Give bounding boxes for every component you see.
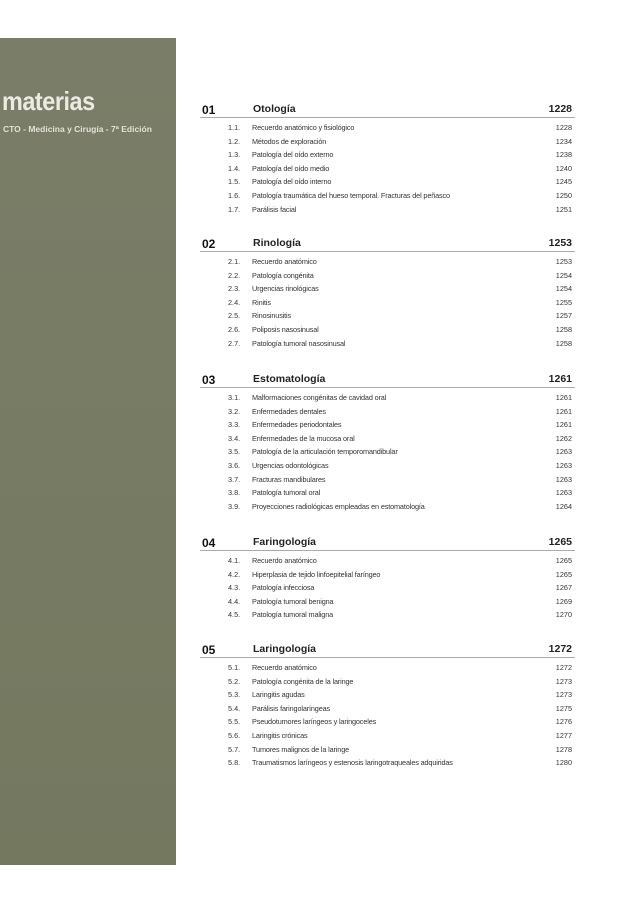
section-title: Patología tumoral benigna (252, 596, 334, 606)
section-title: Enfermedades dentales (252, 406, 326, 416)
section-number: 2.7. (228, 338, 241, 348)
section-number: 1.1. (228, 123, 241, 132)
section-title: Hiperplasia de tejido linfoepitelial faríngeo (252, 569, 381, 579)
section-number: 3.4. (228, 433, 241, 443)
section-row (200, 175, 575, 189)
section-title: Enfermedades de la mucosa oral (252, 433, 355, 443)
section-number: 3.2. (228, 406, 241, 416)
chapter-header (200, 536, 575, 550)
section-title: Traumatismos laríngeos y estenosis laringotraqueales adquiridas (252, 758, 453, 768)
section-row (200, 661, 575, 675)
chapter-page-number: 1253 (548, 237, 572, 249)
section-title: Recuerdo anatómico y fisiológico (252, 123, 355, 132)
section-title: Fracturas mandibulares (252, 474, 326, 484)
section-number: 5.5. (228, 717, 241, 727)
section-page-number: 1258 (555, 338, 572, 348)
section-row (200, 337, 575, 351)
section-title: Rinitis (252, 297, 271, 307)
section-list (200, 255, 575, 350)
section-page-number: 1280 (555, 758, 572, 768)
section-row (200, 135, 575, 149)
section-row (200, 148, 575, 162)
section-row (200, 729, 575, 743)
section-row (200, 445, 575, 459)
section-row (200, 675, 575, 689)
section-number: 4.4. (228, 596, 241, 606)
chapter-number: 02 (202, 237, 216, 251)
section-page-number: 1276 (555, 717, 572, 727)
section-page-number: 1265 (555, 556, 572, 565)
section-number: 3.7. (228, 474, 241, 484)
section-row (200, 756, 575, 770)
section-title: Patología del oído externo (252, 150, 334, 160)
section-title: Laringitis agudas (252, 690, 305, 700)
section-number: 2.3. (228, 284, 241, 294)
chapter-divider (200, 387, 575, 388)
chapter-number: 05 (202, 643, 216, 657)
section-page-number: 1273 (555, 676, 572, 686)
section-title: Parálisis facial (252, 204, 297, 214)
section-title: Patología infecciosa (252, 583, 315, 593)
section-title: Poliposis nasosinusal (252, 324, 319, 334)
section-row (200, 486, 575, 500)
section-row (200, 296, 575, 310)
section-row (200, 743, 575, 757)
section-list (200, 554, 575, 622)
section-page-number: 1240 (555, 163, 572, 173)
section-title: Rinosinusitis (252, 311, 292, 321)
section-title: Urgencias odontológicas (252, 460, 329, 470)
chapter-title: Rinología (253, 237, 301, 249)
section-title: Patología tumoral oral (252, 488, 321, 498)
section-number: 4.1. (228, 556, 241, 565)
section-title: Patología congénita de la laringe (252, 676, 354, 686)
section-row (200, 459, 575, 473)
section-title: Recuerdo anatómico (252, 257, 317, 266)
section-number: 5.7. (228, 744, 241, 754)
chapter-block (200, 103, 575, 216)
section-number: 1.2. (228, 136, 241, 146)
section-row (200, 595, 575, 609)
chapter-divider (200, 657, 575, 658)
section-page-number: 1258 (555, 324, 572, 334)
section-list (200, 121, 575, 216)
section-page-number: 1264 (555, 501, 572, 511)
section-row (200, 405, 575, 419)
chapter-block (200, 237, 575, 350)
section-number: 1.3. (228, 150, 241, 160)
section-row (200, 702, 575, 716)
section-number: 3.1. (228, 393, 241, 402)
section-title: Patología del oído medio (252, 163, 330, 173)
chapter-page-number: 1228 (548, 103, 572, 115)
chapter-header (200, 643, 575, 657)
section-row (200, 715, 575, 729)
section-row (200, 255, 575, 269)
section-title: Tumores malignos de la laringe (252, 744, 350, 754)
chapter-block (200, 536, 575, 622)
section-title: Recuerdo anatómico (252, 663, 317, 672)
section-page-number: 1263 (555, 488, 572, 498)
section-page-number: 1250 (555, 190, 572, 200)
section-row (200, 282, 575, 296)
section-number: 2.4. (228, 297, 241, 307)
section-page-number: 1254 (555, 270, 572, 280)
section-row (200, 581, 575, 595)
section-page-number: 1261 (555, 393, 572, 402)
section-title: Urgencias rinológicas (252, 284, 319, 294)
section-number: 3.6. (228, 460, 241, 470)
section-list (200, 661, 575, 770)
sidebar-subtitle: CTO - Medicina y Cirugía - 7ª Edición (3, 124, 152, 134)
section-row (200, 323, 575, 337)
section-title: Patología traumática del hueso temporal. Fracturas del peñasco (252, 190, 450, 200)
section-row (200, 203, 575, 217)
section-number: 4.3. (228, 583, 241, 593)
section-title: Enfermedades periodontales (252, 420, 342, 430)
section-row (200, 608, 575, 622)
section-number: 3.8. (228, 488, 241, 498)
sidebar-title: materias (2, 86, 95, 116)
section-number: 5.1. (228, 663, 241, 672)
section-row (200, 121, 575, 135)
section-number: 1.5. (228, 177, 241, 187)
section-title: Patología tumoral nasosinusal (252, 338, 346, 348)
section-page-number: 1257 (555, 311, 572, 321)
section-page-number: 1269 (555, 596, 572, 606)
section-row (200, 162, 575, 176)
chapter-divider (200, 550, 575, 551)
section-page-number: 1261 (555, 420, 572, 430)
section-row (200, 269, 575, 283)
section-title: Patología tumoral maligna (252, 610, 334, 620)
section-row (200, 568, 575, 582)
section-row (200, 391, 575, 405)
section-page-number: 1238 (555, 150, 572, 160)
section-title: Patología congénita (252, 270, 314, 280)
section-title: Métodos de exploración (252, 136, 327, 146)
section-title: Proyecciones radiológicas empleadas en estomatología (252, 501, 425, 511)
section-row (200, 554, 575, 568)
section-page-number: 1261 (555, 406, 572, 416)
section-number: 2.5. (228, 311, 241, 321)
section-number: 5.2. (228, 676, 241, 686)
section-row (200, 309, 575, 323)
sidebar-panel (0, 38, 176, 865)
section-row (200, 688, 575, 702)
section-page-number: 1234 (555, 136, 572, 146)
section-title: Parálisis faringolaríngeas (252, 703, 331, 713)
section-page-number: 1255 (555, 297, 572, 307)
section-number: 1.4. (228, 163, 241, 173)
section-page-number: 1253 (555, 257, 572, 266)
section-number: 3.5. (228, 447, 241, 457)
section-page-number: 1263 (555, 460, 572, 470)
section-page-number: 1262 (555, 433, 572, 443)
chapter-block (200, 643, 575, 770)
section-number: 4.5. (228, 610, 241, 620)
section-number: 4.2. (228, 569, 241, 579)
section-page-number: 1254 (555, 284, 572, 294)
chapter-title: Laringología (253, 643, 316, 655)
section-page-number: 1263 (555, 474, 572, 484)
chapter-divider (200, 251, 575, 252)
section-number: 5.3. (228, 690, 241, 700)
chapter-header (200, 237, 575, 251)
section-number: 5.4. (228, 703, 241, 713)
section-page-number: 1267 (555, 583, 572, 593)
chapter-divider (200, 117, 575, 118)
section-page-number: 1228 (555, 123, 572, 132)
section-title: Pseudotumores laríngeos y laringoceles (252, 717, 377, 727)
section-title: Recuerdo anatómico (252, 556, 317, 565)
section-page-number: 1263 (555, 447, 572, 457)
section-page-number: 1272 (555, 663, 572, 672)
chapter-page-number: 1272 (548, 643, 572, 655)
chapter-number: 01 (202, 103, 216, 117)
section-number: 5.8. (228, 758, 241, 768)
section-page-number: 1245 (555, 177, 572, 187)
chapter-title: Faringología (253, 536, 316, 548)
section-number: 1.7. (228, 204, 241, 214)
section-number: 3.3. (228, 420, 241, 430)
chapter-number: 03 (202, 373, 216, 387)
section-number: 2.1. (228, 257, 241, 266)
section-page-number: 1277 (555, 730, 572, 740)
section-number: 2.2. (228, 270, 241, 280)
section-row (200, 418, 575, 432)
section-number: 2.6. (228, 324, 241, 334)
section-number: 5.6. (228, 730, 241, 740)
section-title: Malformaciones congénitas de cavidad oral (252, 393, 387, 402)
section-list (200, 391, 575, 513)
chapter-title: Otología (253, 103, 296, 115)
section-page-number: 1275 (555, 703, 572, 713)
section-title: Patología de la articulación temporomandibular (252, 447, 398, 457)
section-row (200, 189, 575, 203)
section-number: 1.6. (228, 190, 241, 200)
section-title: Laringitis crónicas (252, 730, 308, 740)
section-page-number: 1273 (555, 690, 572, 700)
section-page-number: 1270 (555, 610, 572, 620)
chapter-page-number: 1265 (548, 536, 572, 548)
chapter-title: Estomatología (253, 373, 326, 385)
section-page-number: 1278 (555, 744, 572, 754)
chapter-block (200, 373, 575, 513)
chapter-header (200, 373, 575, 387)
section-number: 3.9. (228, 501, 241, 511)
section-row (200, 432, 575, 446)
section-page-number: 1265 (555, 569, 572, 579)
section-row (200, 473, 575, 487)
chapter-number: 04 (202, 536, 216, 550)
section-title: Patología del oído interno (252, 177, 332, 187)
chapter-header (200, 103, 575, 117)
chapter-page-number: 1261 (548, 373, 572, 385)
section-page-number: 1251 (555, 204, 572, 214)
section-row (200, 500, 575, 514)
